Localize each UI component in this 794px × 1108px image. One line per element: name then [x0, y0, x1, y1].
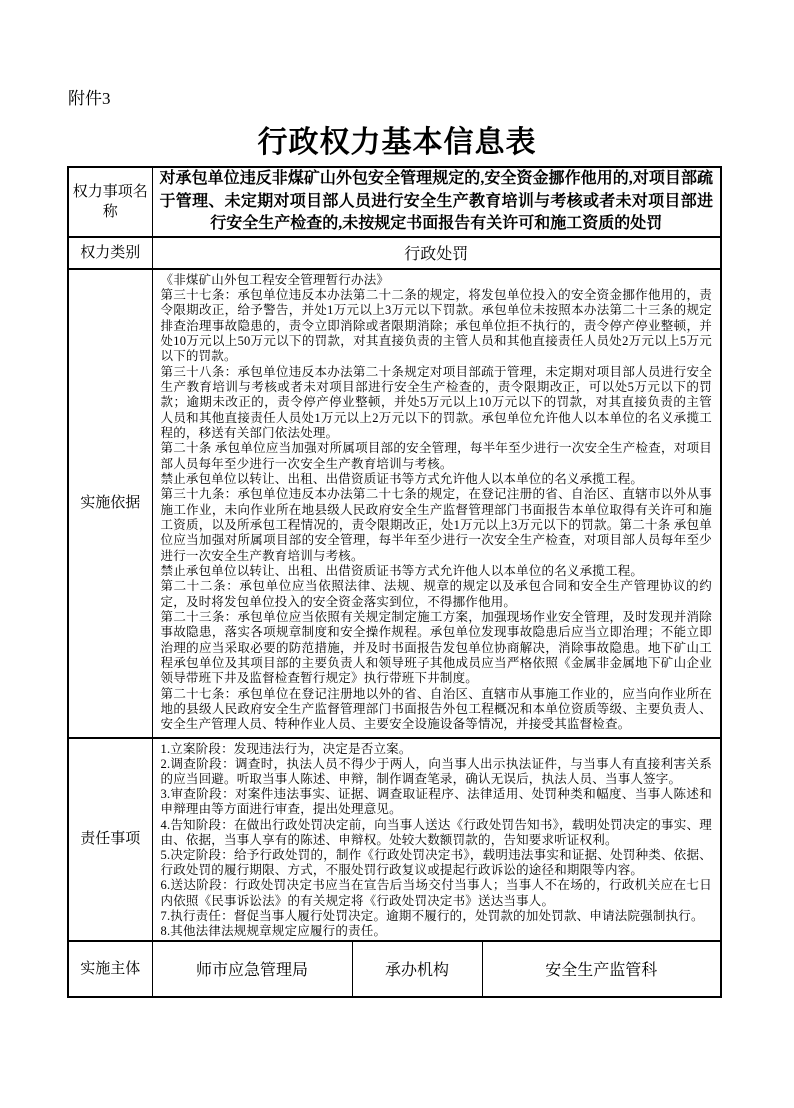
- row-basis: [68, 269, 721, 738]
- subject-label: 实施主体: [68, 941, 152, 997]
- item-name-value: 对承包单位违反非煤矿山外包安全管理规定的,安全资金挪作他用的,对项目部疏于管理、未定期对项目部人员进行安全生产教育培训与考核或者未对项目部进行安全生产检查的,未按规定书面报告有关许可和施工资质的处罚: [159, 170, 713, 232]
- category-value: 行政处罚: [152, 237, 721, 269]
- handling-org-label: 承办机构: [352, 941, 482, 997]
- basis-paragraph: 第二十三条：承包单位应当依照有关规定制定施工方案，加强现场作业安全管理，及时发现并消除事故隐患，落实各项规章制度和安全操作规程。承包单位发现事故隐患后应当立即治理；不能立即治理的应当采取必要的防范措施，并及时书面报告发包单位协商解决，消除事故隐患。地下矿山工程承包单位及其项目部的主要负责人和领导班子其他成员应当严格依照《金属非金属地下矿山企业领导带班下井及监督检查暂行规定》执行带班下井制度。: [160, 610, 712, 686]
- row-category: [68, 237, 721, 269]
- handling-org-value: 安全生产监管科: [482, 941, 721, 997]
- info-table: [67, 166, 722, 998]
- basis-paragraph: 禁止承包单位以转让、出租、出借资质证书等方式允许他人以本单位的名义承揽工程。: [160, 471, 644, 486]
- duty-item: 8.其他法律法规规章规定应履行的责任。: [160, 923, 387, 938]
- duty-item: 1.立案阶段：发现违法行为，决定是否立案。: [160, 741, 412, 756]
- duty-item: 5.决定阶段：给予行政处罚的，制作《行政处罚决定书》，载明违法事实和证据、处罚种类、依据、行政处罚的履行期限、方式，不服处罚行政复议或提起行政诉讼的途径和期限等内容。: [160, 847, 712, 878]
- category-label: 权力类别: [68, 237, 152, 269]
- attachment-label: 附件3: [68, 89, 111, 108]
- basis-paragraph: 第二十二条：承包单位应当依照法律、法规、规章的规定以及承包合同和安全生产管理协议的约定，及时将发包单位投入的安全资金落实到位，不得挪作他用。: [160, 579, 712, 609]
- basis-paragraph: 第三十九条：承包单位违反本办法第二十七条的规定，在登记注册的省、自治区、直辖市以外从事施工作业，未向作业所在地县级人民政府安全生产监督管理部门书面报告本单位取得有关许可和施工资质，以及所承包工程情况的，责令限期改正，处1万元以上3万元以下的罚款。第二十条 承包单位应当加强对所属项目部的安全管理，每半年至少进行一次安全生产检查，对项目部人员每年至少进行一次安全生产教育培训与考核。: [160, 487, 712, 563]
- row-duties: [68, 738, 721, 941]
- basis-paragraph: 禁止承包单位以转让、出租、出借资质证书等方式允许他人以本单位的名义承揽工程。: [160, 564, 644, 579]
- basis-paragraph: 第三十八条：承包单位违反本办法第二十条规定对项目部疏于管理，未定期对项目部人员进行安全生产教育培训与考核或者未对项目部进行安全生产检查的，责令限期改正，可以处5万元以下的罚款；逾期未改正的，责令停产停业整顿，并处5万元以上10万元以下的罚款，对其直接负责的主管人员和其他直接责任人员处1万元以上2万元以下的罚款。承包单位允许他人以本单位的名义承揽工程的，移送有关部门依法处理。: [160, 364, 712, 440]
- item-name-label: 权力事项名称: [68, 167, 152, 237]
- duty-item: 6.送达阶段：行政处罚决定书应当在宣告后当场交付当事人；当事人不在场的，行政机关应在七日内依照《民事诉讼法》的有关规定将《行政处罚决定书》送达当事人。: [160, 878, 712, 908]
- basis-paragraph: 第二十条 承包单位应当加强对所属项目部的安全管理，每半年至少进行一次安全生产检查，对项目部人员每年至少进行一次安全生产教育培训与考核。: [160, 441, 712, 471]
- subject-agency: 师市应急管理局: [152, 941, 352, 997]
- duties-label: 责任事项: [68, 738, 152, 941]
- basis-paragraph: 第三十七条：承包单位违反本办法第二十二条的规定，将发包单位投入的安全资金挪作他用的，责令限期改正，给予警告，并处1万元以上3万元以下罚款。承包单位未按照本办法第二十三条的规定排查治理事故隐患的，责令立即消除或者限期消除；承包单位拒不执行的，责令停产停业整顿，并处10万元以上50万元以下的罚款，对其直接负责的主管人员和其他直接责任人员处2万元以上5万元以下的罚款。: [160, 287, 712, 364]
- basis-paragraph: 第二十七条：承包单位在登记注册地以外的省、自治区、直辖市从事施工作业的，应当向作业所在地的县级人民政府安全生产监督管理部门书面报告外包工程概况和本单位资质等级、主要负责人、安全生产管理人员、特种作业人员、主要安全设施设备等情况，并接受其监督检查。: [160, 686, 712, 732]
- row-subject: [68, 941, 721, 997]
- basis-paragraphs: [153, 270, 721, 737]
- duty-item: 3.审查阶段：对案件违法事实、证据、调查取证程序、法律适用、处罚种类和幅度、当事人陈述和申辩理由等方面进行审查，提出处理意见。: [160, 787, 712, 817]
- duty-item: 2.调查阶段：调查时，执法人员不得少于两人，向当事人出示执法证件，与当事人有直接利害关系的应当回避。听取当事人陈述、申辩，制作调查笔录，确认无误后，执法人员、当事人签字。: [160, 756, 712, 786]
- basis-paragraph: 《非煤矿山外包工程安全管理暂行办法》: [160, 272, 390, 287]
- row-item-name: [68, 167, 721, 237]
- basis-label: 实施依据: [68, 269, 152, 738]
- duty-item: 7.执行责任：督促当事人履行处罚决定。逾期不履行的，处罚款的加处罚款、申请法院强制执行。: [160, 908, 704, 923]
- page-title: 行政权力基本信息表: [257, 126, 537, 159]
- duty-items: [153, 739, 721, 940]
- duty-item: 4.告知阶段：在做出行政处罚决定前，向当事人送达《行政处罚告知书》，载明处罚决定的事实、理由、依据，当事人享有的陈述、申辩权。处较大数额罚款的，告知要求听证权利。: [160, 817, 712, 847]
